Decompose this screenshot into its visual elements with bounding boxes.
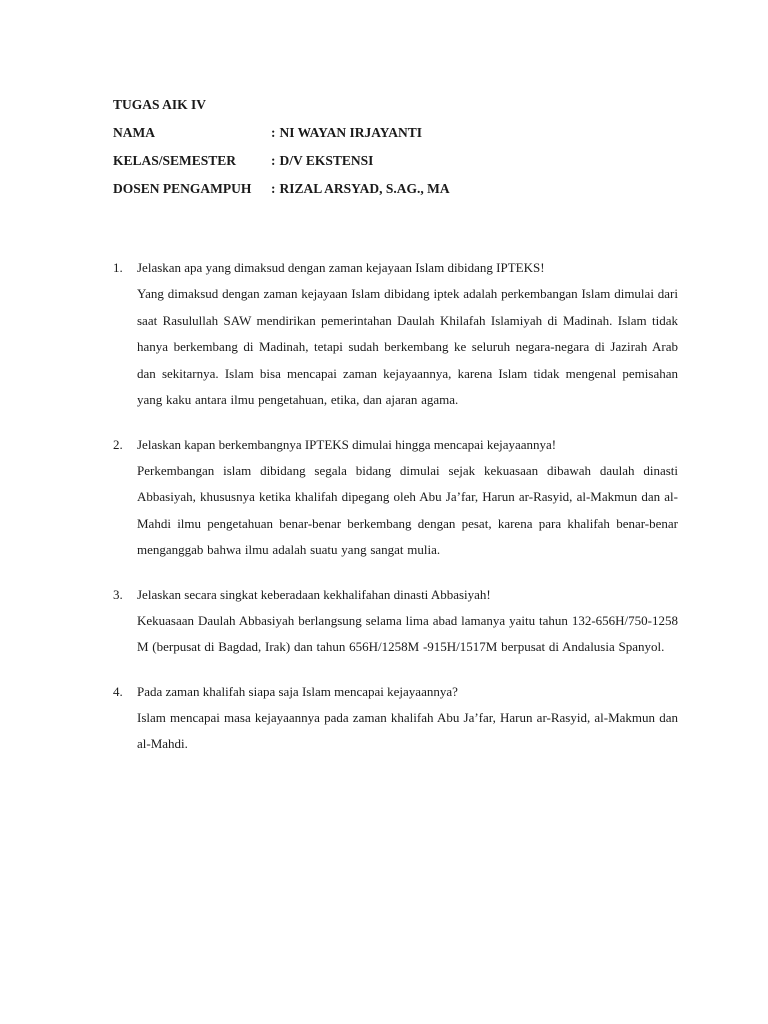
question-number: 3. bbox=[113, 586, 123, 602]
header-row-kelas bbox=[113, 147, 450, 175]
header-separator: : bbox=[271, 181, 276, 196]
answer-text: Yang dimaksud dengan zaman kejayaan Islam dibidang iptek adalah perkembangan Islam dimulai dari saat Rasulullah SAW mendirikan pemerintahan Daulah Khilafah Islamiyah di Madinah. Islam tidak hanya berkembang di Madinah, tetapi sudah berkembang ke seluruh negara-negara di Jazirah Arab dan sekitarnya. Islam bisa mencapai zaman kejayaannya, karena Islam tidak mengenal pemisahan yang kaku antara ilmu pengetahuan, etika, dan ajaran agama. bbox=[137, 286, 678, 407]
header-label: DOSEN PENGAMPUH bbox=[113, 181, 252, 196]
header-separator: : bbox=[271, 153, 276, 168]
answer-text: Islam mencapai masa kejayaannya pada zaman khalifah Abu Ja’far, Harun ar-Rasyid, al-Makmun dan al-Mahdi. bbox=[137, 709, 678, 751]
question-text: Jelaskan apa yang dimaksud dengan zaman kejayaan Islam dibidang IPTEKS! bbox=[137, 260, 545, 275]
question-text: Pada zaman khalifah siapa saja Islam mencapai kejayaannya? bbox=[137, 683, 458, 699]
question-number: 4. bbox=[113, 683, 123, 699]
header-value: NI WAYAN IRJAYANTI bbox=[279, 125, 423, 140]
header-value: D/V EKSTENSI bbox=[279, 153, 374, 168]
question-text: Jelaskan secara singkat keberadaan kekhalifahan dinasti Abbasiyah! bbox=[137, 586, 491, 602]
header-label: KELAS/SEMESTER bbox=[113, 153, 237, 168]
header-label: NAMA bbox=[113, 125, 155, 140]
header-separator: : bbox=[271, 125, 276, 140]
question-text: Jelaskan kapan berkembangnya IPTEKS dimulai hingga mencapai kejayaannya! bbox=[137, 436, 557, 452]
assignment-title: TUGAS AIK IV bbox=[113, 97, 207, 112]
header-row-dosen bbox=[113, 175, 450, 203]
question-item bbox=[113, 582, 678, 661]
question-number: 2. bbox=[113, 436, 123, 452]
answer-text: Perkembangan islam dibidang segala bidang dimulai sejak kekuasaan dibawah daulah dinasti Abbasiyah, khususnya ketika khalifah dipegang oleh Abu Ja’far, Harun ar-Rasyid, al-Makmun dan al-Mahdi ilmu pengetahuan benar-benar berkembang dengan pesat, karena para khalifah benar-benar menganggab bahwa ilmu adalah suatu yang sangat mulia. bbox=[137, 462, 678, 557]
document-header bbox=[113, 91, 450, 203]
question-item bbox=[113, 432, 678, 564]
answer-text: Kekuasaan Daulah Abbasiyah berlangsung selama lima abad lamanya yaitu tahun 132-656H/750-1258 M (berpusat di Bagdad, Irak) dan tahun 656H/1258M -915H/1517M berpusat di Andalusia Spanyol. bbox=[137, 612, 678, 654]
question-list bbox=[113, 255, 678, 776]
question-number: 1. bbox=[113, 260, 123, 275]
header-value: RIZAL ARSYAD, S.AG., MA bbox=[279, 181, 450, 196]
header-row-nama bbox=[113, 119, 450, 147]
question-item bbox=[113, 679, 678, 758]
question-item bbox=[113, 255, 678, 414]
